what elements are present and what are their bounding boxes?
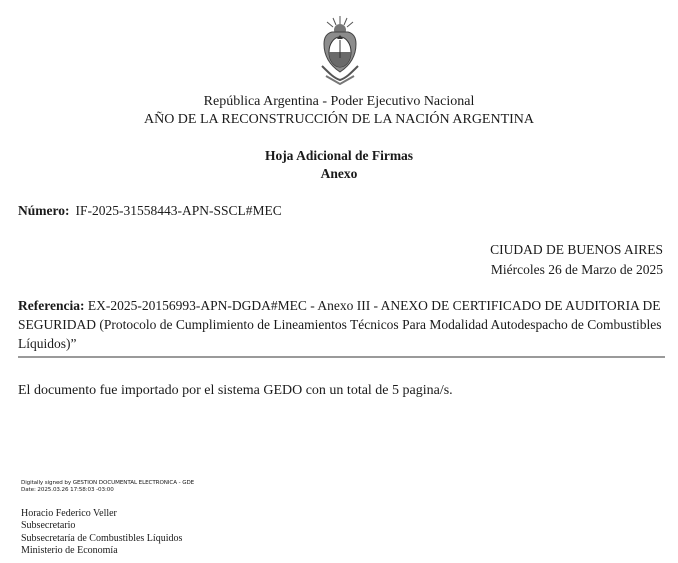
document-number-row xyxy=(18,203,282,219)
reference-block xyxy=(18,296,663,353)
document-date: Miércoles 26 de Marzo de 2025 xyxy=(490,262,663,277)
signer-ministry: Ministerio de Economía xyxy=(21,545,118,557)
reference-text: EX-2025-20156993-APN-DGDA#MEC - Anexo III - ANEXO DE CERTIFICADO DE AUDITORIA DE SEGURIDAD (Protocolo de Cumplimiento de Lineamientos Técnicos Para Modalidad Autodespacho de Combustibles Líquidos)” xyxy=(18,298,662,351)
digital-signature-stamp xyxy=(21,480,194,494)
divider xyxy=(18,356,665,358)
document-subtitle: Anexo xyxy=(320,166,358,181)
header-line1: República Argentina - Poder Ejecutivo Nacional xyxy=(203,94,475,109)
coat-of-arms-icon xyxy=(318,14,362,88)
document-city: CIUDAD DE BUENOS AIRES xyxy=(490,242,663,257)
signer-block xyxy=(21,508,182,558)
number-label: Número: xyxy=(18,203,70,218)
stamp-signed-by: Digitally signed by GESTION DOCUMENTAL ELECTRONICA - GDE xyxy=(21,480,195,486)
number-value: IF-2025-31558443-APN-SSCL#MEC xyxy=(75,203,282,218)
reference-label: Referencia: xyxy=(18,298,85,313)
header-line2: AÑO DE LA RECONSTRUCCIÓN DE LA NACIÓN ARGENTINA xyxy=(143,112,535,127)
signer-office: Subsecretaría de Combustibles Líquidos xyxy=(21,532,183,544)
document-title: Hoja Adicional de Firmas xyxy=(264,148,414,163)
body-text: El documento fue importado por el sistema GEDO con un total de 5 pagina/s. xyxy=(18,383,453,398)
signer-position: Subsecretario xyxy=(21,520,76,532)
stamp-date: Date: 2025.03.26 17:58:03 -03:00 xyxy=(21,487,114,493)
signer-name: Horacio Federico Veller xyxy=(21,508,117,519)
